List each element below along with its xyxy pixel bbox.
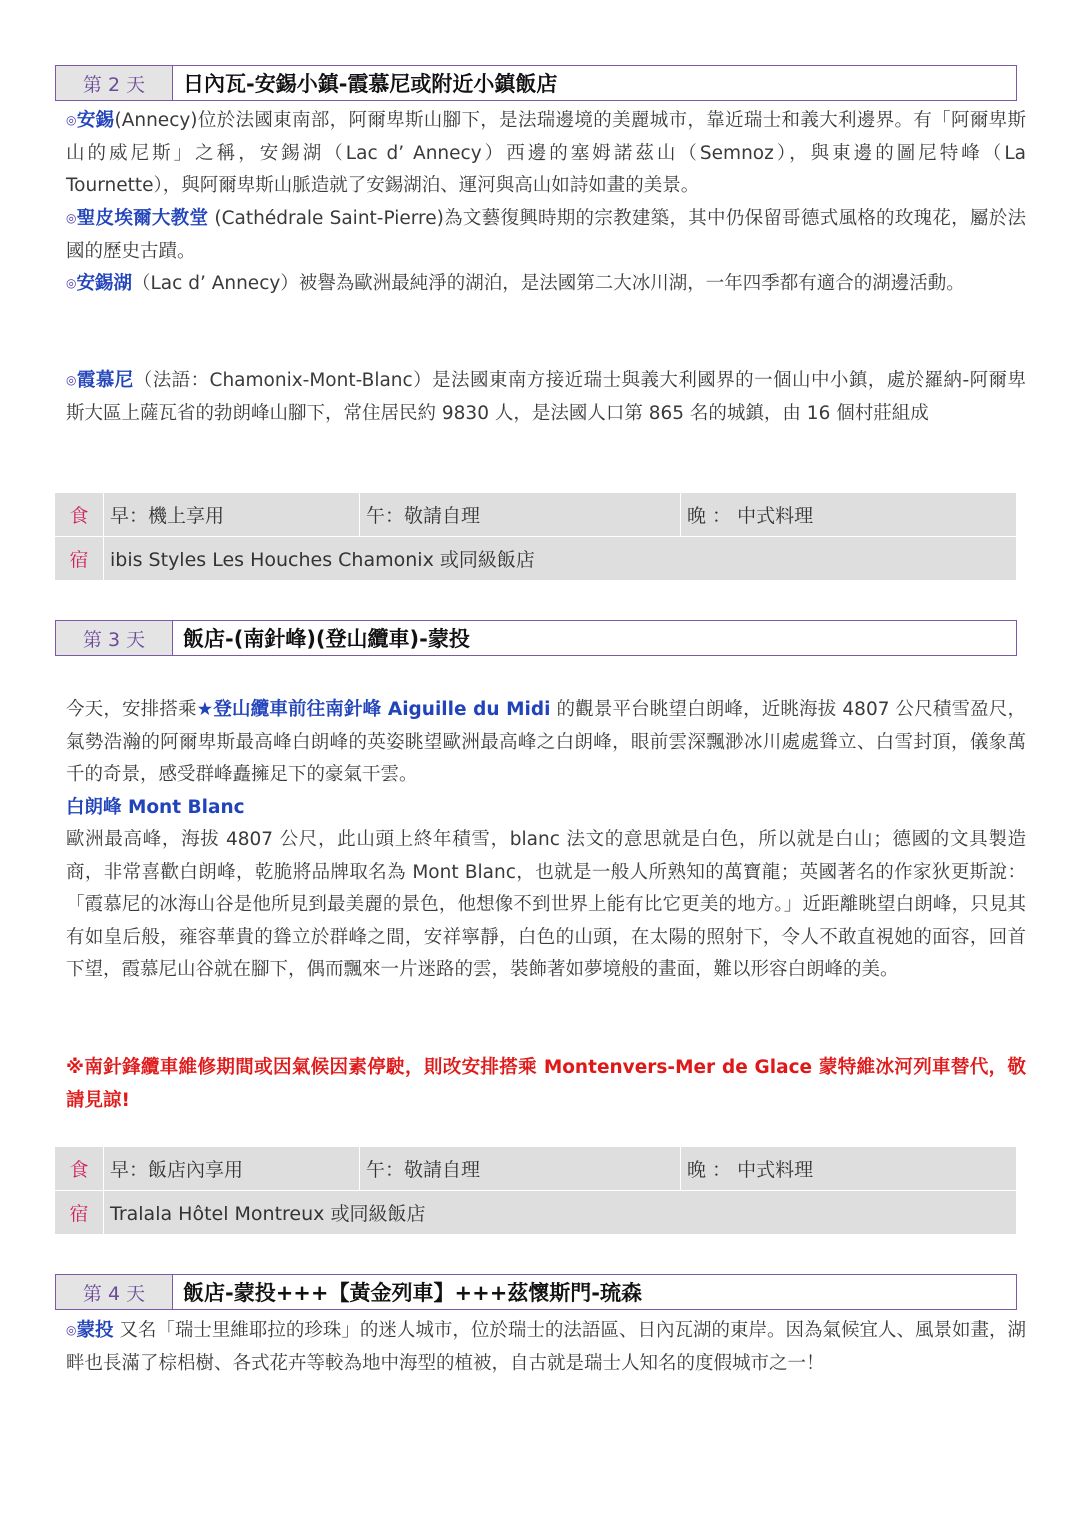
chamonix-highlight: 霞慕尼 xyxy=(76,370,134,391)
cathedral-highlight: 聖皮埃爾大教堂 xyxy=(76,208,209,229)
meals-row xyxy=(55,493,1017,537)
day2-cathedral-paragraph xyxy=(66,202,1026,268)
day2-chamonix-paragraph xyxy=(66,364,1026,430)
food-key: 食 xyxy=(55,1147,104,1191)
annecy-text: (Annecy)位於法國東南部，阿爾卑斯山腳下，是法瑞邊境的美麗城市，靠近瑞士和義大利邊界。有「阿爾卑斯山的威尼斯」之稱，安錫湖（Lac d’ Annecy）西邊的塞姆諾茲山（Semnoz），與東邊的圖尼特峰（La Tournette），與阿爾卑斯山脈造就了安錫湖泊、運河與高山如詩如畫的美景。 xyxy=(66,110,1026,196)
breakfast-cell: 早：機上享用 xyxy=(104,493,360,537)
day4-montreux-paragraph xyxy=(66,1314,1026,1380)
bullet-icon: ◎ xyxy=(66,211,77,225)
day3-label: 第 3 天 xyxy=(56,621,173,655)
dinner-cell: 晚 ： 中式料理 xyxy=(681,1147,1017,1191)
stay-row xyxy=(55,537,1017,581)
cathedral-text: (Cathédrale Saint-Pierre)為文藝復興時期的宗教建築，其中仍保留哥德式風格的玫瑰花，屬於法國的歷史古蹟。 xyxy=(66,208,1026,262)
cable-car-intro: 今天，安排搭乘 xyxy=(66,699,197,720)
chamonix-text: （法語：Chamonix-Mont-Blanc）是法國東南方接近瑞士與義大利國界的一個山中小鎮，處於羅納-阿爾卑斯大區上薩瓦省的勃朗峰山腳下，常住居民約 9830 人，是法國人口第 865 名的城鎮，由 16 個村莊組成 xyxy=(66,370,1026,424)
day3-mont-blanc-paragraph: 歐洲最高峰，海拔 4807 公尺，此山頭上終年積雪，blanc 法文的意思就是白色，所以就是白山；德國的文具製造商，非常喜歡白朗峰，乾脆將品牌取名為 Mont Blanc，也就是一般人所熟知的萬寶龍；英國著名的作家狄更斯說：「霞慕尼的冰海山谷是他所見到最美麗的景色，他想像不到世界上能有比它更美的地方。」近距離眺望白朗峰，只見其有如皇后般，雍容華貴的聳立於群峰之間，安祥寧靜，白色的山頭，在太陽的照射下，令人不敢直視她的面容，回首下望，霞慕尼山谷就在腳下，偶而飄來一片迷路的雲，裝飾著如夢境般的畫面，難以形容白朗峰的美。 xyxy=(66,829,1026,980)
day4-label: 第 4 天 xyxy=(56,1275,173,1309)
day4-title: 飯店-蒙投+++【黃金列車】+++茲懷斯門-琉森 xyxy=(173,1275,1016,1309)
stay-key: 宿 xyxy=(55,537,104,581)
bullet-icon: ◎ xyxy=(66,113,77,127)
day3-title: 飯店-(南針峰)(登山纜車)-蒙投 xyxy=(173,621,1016,655)
breakfast-cell: 早：飯店內享用 xyxy=(104,1147,360,1191)
day3-header xyxy=(55,620,1017,656)
day4-header xyxy=(55,1274,1017,1310)
day3-meals-table xyxy=(55,1147,1017,1235)
day2-title: 日內瓦-安錫小鎮-霞慕尼或附近小鎮飯店 xyxy=(173,66,1016,100)
day2-label: 第 2 天 xyxy=(56,66,173,100)
day3-cable-car-paragraph xyxy=(66,694,1026,792)
lunch-cell: 午：敬請自理 xyxy=(360,493,681,537)
lake-highlight: 安錫湖 xyxy=(76,273,132,294)
mont-blanc-subheading: 白朗峰 Mont Blanc xyxy=(66,797,245,818)
day2-lake-paragraph xyxy=(66,267,1026,301)
annecy-highlight: 安錫 xyxy=(76,110,115,131)
day2-header xyxy=(55,65,1017,101)
day2-meals-table xyxy=(55,493,1017,581)
stay-key: 宿 xyxy=(55,1191,104,1235)
stay-row xyxy=(55,1191,1017,1235)
day3-warning-notice: ※南針鋒纜車維修期間或因氣候因素停駛，則改安排搭乘 Montenvers-Mer de Glace 蒙特維冰河列車替代，敬請見諒! xyxy=(66,1057,1026,1111)
meals-row xyxy=(55,1147,1017,1191)
bullet-icon: ◎ xyxy=(66,276,77,290)
dinner-cell: 晚 ： 中式料理 xyxy=(681,493,1017,537)
day2-annecy-paragraph xyxy=(66,104,1026,203)
hotel-cell: Tralala Hôtel Montreux 或同級飯店 xyxy=(104,1191,1017,1235)
cable-car-text: 的觀景平台眺望白朗峰，近眺海拔 4807 公尺積雪盈尺，氣勢浩瀚的阿爾卑斯最高峰白朗峰的英姿眺望歐洲最高峰之白朗峰，眼前雲深飄渺冰川處處聳立、白雪封頂，儀象萬千的奇景，感受群峰矗擁足下的豪氣干雲。 xyxy=(66,699,1026,785)
hotel-cell: ibis Styles Les Houches Chamonix 或同級飯店 xyxy=(104,537,1017,581)
food-key: 食 xyxy=(55,493,104,537)
bullet-icon: ◎ xyxy=(66,373,77,387)
aiguille-highlight: ★登山纜車前往南針峰 Aiguille du Midi xyxy=(196,699,551,720)
montreux-highlight: 蒙投 xyxy=(76,1320,114,1341)
lunch-cell: 午：敬請自理 xyxy=(360,1147,681,1191)
bullet-icon: ◎ xyxy=(66,1323,77,1337)
montreux-text: 又名「瑞士里維耶拉的珍珠」的迷人城市，位於瑞士的法語區、日內瓦湖的東岸。因為氣候宜人、風景如畫，湖畔也長滿了棕梠樹、各式花卉等較為地中海型的植被，自古就是瑞士人知名的度假城市之一！ xyxy=(66,1320,1026,1374)
lake-text: （Lac d’ Annecy）被譽為歐洲最純淨的湖泊，是法國第二大冰川湖，一年四季都有適合的湖邊活動。 xyxy=(132,273,965,294)
